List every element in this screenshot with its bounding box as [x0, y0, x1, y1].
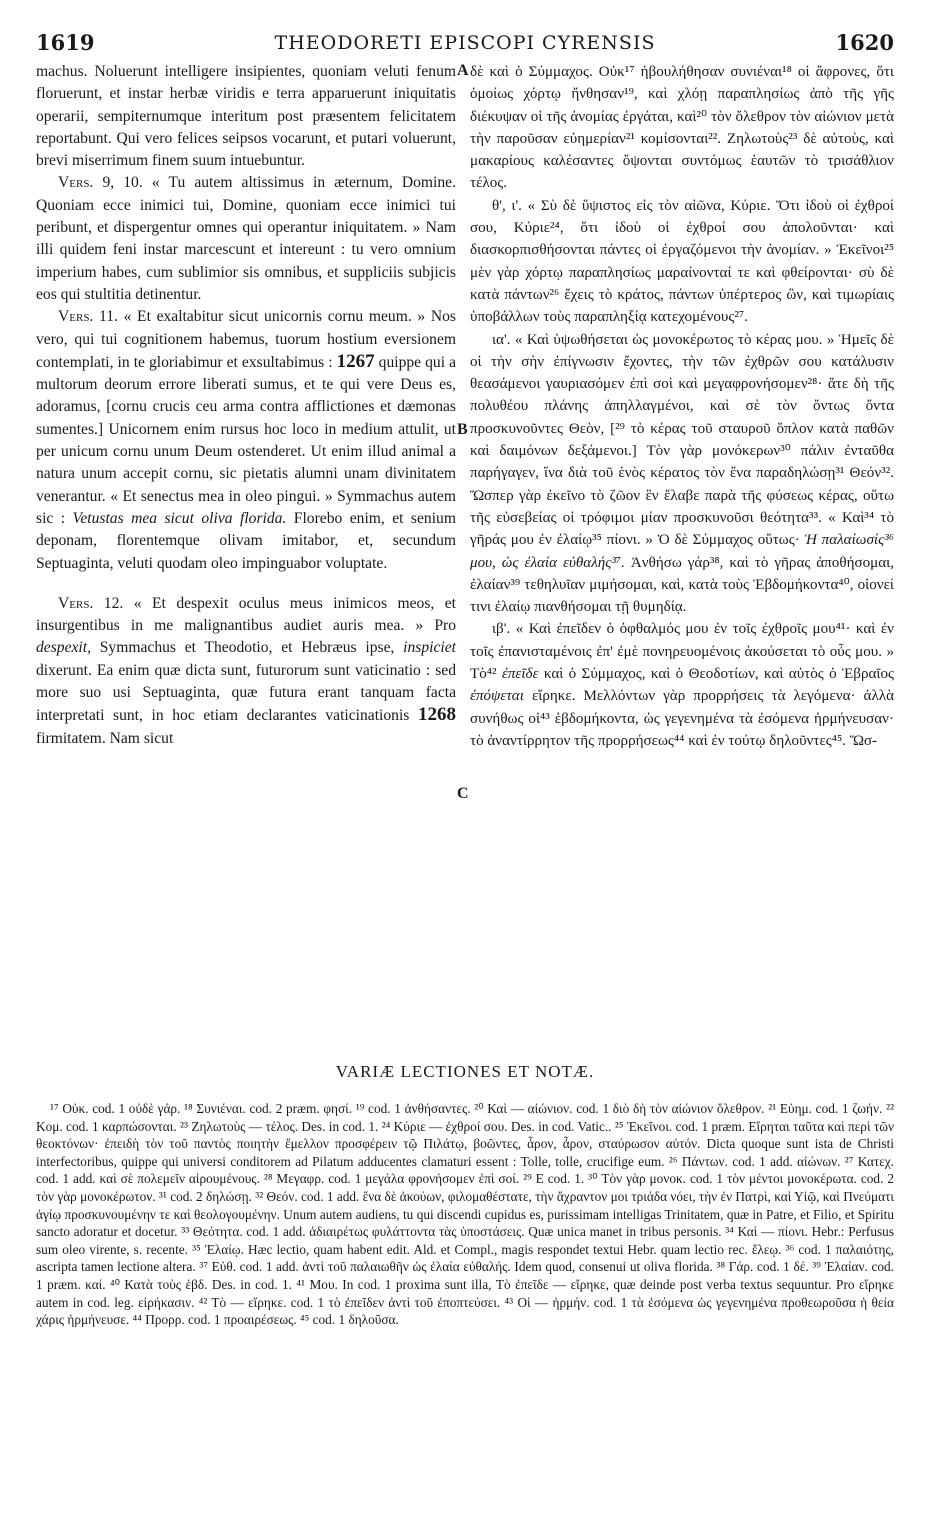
- latin-paragraph-2: [36, 172, 456, 306]
- page-number-left: 1619: [36, 30, 95, 55]
- latin-italic: inspiciet: [403, 639, 456, 657]
- greek-paragraph-3: [470, 329, 894, 619]
- verse-label: θ', ι'.: [492, 197, 522, 214]
- latin-text: Florebo enim, et senium deponam, florentemque olivam imitabor, et, secundum Septuaginta, veluti quodam oleo impinguabor voluptate.: [36, 509, 456, 572]
- latin-text: firmitatem. Nam sicut: [36, 729, 174, 747]
- greek-text: καὶ ὁ Σύμμαχος, καὶ ὁ Θεοδοτίων, καὶ αὐτὸς ὁ Ἑβραῖος: [543, 666, 894, 683]
- verse-label: Vers. 12.: [58, 594, 124, 612]
- column-marker-a: A: [457, 62, 469, 79]
- column-number: 1268: [417, 704, 456, 726]
- greek-text: « Καὶ ὑψωθήσεται ὡς μονοκέρωτος τὸ κέρας μου. » Ἡμεῖς δὲ οἱ τὴν σὴν ἐπίγνωσιν ἔχοντες, τὴν τῶν ἐχθρῶν σου κατάλυσιν θεασάμενοι γαυριασόμεν ἐπὶ σοὶ καὶ μεγαφρονήσομεν²⁸· ἅτε δὴ τῆς πολυθέου πλάνης ἀπηλλαγμένοι, καὶ σὲ τὸν ὄντως ὄντα προσκυνοῦντες Θεὸν, [²⁹ τὸ κέρας τοῦ σταυροῦ ὅπλον κατὰ παθῶν καὶ δαιμόνων δεξάμενοι.] Τὸν γὰρ μονόκερων³⁰ πάλιν ἐνταῦθα παρήγαγεν, ἵνα διὰ τοῦ ἑνὸς κέρατος τὸν ἕνα παραδηλώσῃ³¹ Θεόν³². Ὥσπερ γὰρ ἐκεῖνο τὸ ζῶον ἓν ἔλαβε παρὰ τῆς φύσεως κέρας, οὕτω τῆς εὐσεβείας οἱ τρόφιμοι μίαν προσκυνοῦσι θεότητα³³. « Καὶ³⁴ τὸ γῆράς μου ἐν ἐλαίῳ³⁵ πίονι. » Ὁ δὲ Σύμμαχος οὕτως·: [470, 331, 894, 549]
- verse-label: ια'.: [492, 331, 511, 348]
- latin-paragraph-1: machus. Noluerunt intelligere insipientes, quoniam veluti fenum floruerunt, et instar herbæ viridis e terra apparuerunt iniquitatis operarii, sempiternumque interitum post præsentem felicitatem reportabunt. Qui vero felices seipsos vocarunt, et putari voluerunt, brevi miserrimum finem suum intuebuntur.: [36, 63, 456, 170]
- latin-italic: despexit,: [36, 639, 91, 657]
- page-header: [36, 30, 894, 58]
- latin-text: quippe qui a multorum deorum errore liberati sumus, et te qui vere Deus es, adoramus, [cornu crucis ceu arma contra afflictiones et dæmonas sumentes.] Unicornem enim rursus hoc loco in medium attulit, ut per unicum cornu unum Deum ostenderet. Ut enim illud animal a natura unum accepit cornu, sic pietatis alumni unam divinitatem venerantur. « Et senectus mea in oleo pingui. » Symmachus autem sic :: [36, 353, 456, 527]
- greek-text: « Σὺ δὲ ὕψιστος εἰς τὸν αἰῶνα, Κύριε. Ὅτι ἰδοὺ οἱ ἐχθροί σου, Κύριε²⁴, ὅτι ἰδοὺ οἱ ἐχθροί σου ἀπολοῦνται· καὶ διασκορπισθήσονται πάντες οἱ ἐργαζόμενοι τὴν ἀνομίαν. » Ἐκεῖνοι²⁵ μὲν γὰρ χόρτῳ παραπλησίως μαραίνονταί τε καὶ φθείρονται· σὺ δὲ κατὰ πάντων²⁶ ἔχεις τὸ κράτος, πάντων ὑπέρτερος ὢν, καὶ τιμωρίαις ὑποβάλλων τοὺς παραπληξίᾳ κατεχομένους²⁷.: [470, 197, 894, 326]
- greek-text: εἴρηκε. Μελλόντων γὰρ προρρήσεις τὰ λεγόμενα· ἀλλὰ συνήθως οἱ⁴³ ἑβδομήκοντα, ὡς γεγενημένα τὰ ἐσόμενα ἡρμήνευσαν· τὸ ἀναντίρρητον τῆς προρρήσεως⁴⁴ καὶ ἐν τούτῳ δηλοῦντες⁴⁵. Ὥσ-: [470, 688, 894, 749]
- footnotes-text: ¹⁷ Οὐκ. cod. 1 οὐδὲ γάρ. ¹⁸ Συνιέναι. cod. 2 præm. φησί. ¹⁹ cod. 1 ἀνθήσαντες. ²⁰ Καὶ — αἰώνιον. cod. 1 διὸ δὴ τὸν αἰώνιον ὄλεθρον. ²¹ Εὐημ. cod. 1 ζωήν. ²² Κομ. cod. 1 καρπώσονται. ²³ Ζηλωτοὺς — τέλος. Des. in cod. 1. ²⁴ Κύριε — ἐχθροί σου. Des. in cod. Vatic.. ²⁵ Ἐκεῖνοι. cod. 1 præm. Εἴρηται ταῦτα καὶ περὶ τῶν θεοκτόνων· ἐπειδὴ τὸν τοῦ παντὸς ποιητὴν ἔμελλον προσφέρειν τῷ Πιλάτῳ, βοῶντες, ἆρον, ἆρον, σταύρωσον αὐτόν. Dicta quoque sunt ista de Christi interfectoribus, quippe qui universi conditorem ad Pilatum adducentes clamaturi essent : Tolle, tolle, crucifige eum. ²⁶ Πάντων. cod. 1 add. αἰώνων. ²⁷ Κατεχ. cod. 1 add. καὶ σὲ πολεμεῖν αἱρουμένους. ²⁸ Μεγαφρ. cod. 1 μεγάλα φρονήσομεν ἐπὶ σοί. ²⁹ E cod. 1. ³⁰ Τὸν γὰρ μονοκ. cod. 1 τὸν μέντοι μονοκέρωτα. cod. 2 τὸν γὰρ μονοκέρωτον. ³¹ cod. 2 δηλώσῃ. ³² Θεόν. cod. 1 add. ἕνα δὲ ἀκούων, φιλομαθέστατε, τὴν ἄχραντον μοι τριάδα νόει, τὴν ἐν Πατρὶ, καὶ Υἱῷ, καὶ Πνεύματι ἁγίῳ προσκυνουμένην τε καὶ θεολογουμένην. Unum autem audiens, tu qui discendi cupidus es, purissimam intelligas Trinitatem, quæ in Patre, et Filio, et Spiritu sancto adoratur et docetur. ³³ Θεότητα. cod. 1 add. ἀδιαιρέτως φυλάττοντα τὰς ὑποστάσεις. Quæ unica manet in tribus personis. ³⁴ Καὶ — πίονι. Hebr.: Perfusus sum oleo virente, s. recente. ³⁵ Ἐλαίῳ. Hæc lectio, quam habent edit. Ald. et Compl., magis respondet textui Hebr. quam lectio rec. ἔλεῳ. ³⁶ cod. 1 παλαιότης, ascripta tamen lectione altera. ³⁷ Εὐθ. cod. 1 add. ἀντὶ τοῦ παλαιωθῆν ὡς ἐλαία εὐθαλής. Idem quod, consenui ut oliva florida. ³⁸ Γάρ. cod. 1 δέ. ³⁹ Ἐλαίαν. cod. 1 præm. καί. ⁴⁰ Κατὰ τοὺς ἑβδ. Des. in cod. 1. ⁴¹ Μου. In cod. 1 proxima sunt illa, Τὸ ἐπεῖδε — εἴρηκε, quæ deinde post verba textus sequuntur. Pro εἴρηκε autem in cod. leg. εἰρήκασιν. ⁴² Τὸ — εἴρηκε. cod. 1 τὸ ἐπεῖδεν ἀντὶ τοῦ ἐποπτεύσει. ⁴³ Οἱ — ἡρμήν. cod. 1 τὰ ἐσόμενα ὡς γεγενημένα προθεωροῦσα ἡ θεία χάρις ἡρμήνευσε. ⁴⁴ Προρρ. cod. 1 προαιρέσεως. ⁴⁵ cod. 1 δηλοῦσα.: [36, 1101, 894, 1328]
- latin-text: « Tu autem altissimus in æternum, Domine. Quoniam ecce inimici tui, Domine, quoniam ecce inimici tui peribunt, et dispergentur omnes qui operantur iniquitatem. » Nam illi quidem feni instar marcescunt et intereunt : tu vero omnium imperium habes, cum sublimior sis omnibus, et suppliciis subjicis eos qui stultitia detinentur.: [36, 174, 456, 303]
- column-number: 1267: [336, 350, 375, 372]
- greek-italic: ἐπόψεται: [470, 688, 524, 705]
- latin-text: « Et exaltabitur sicut unicornis cornu meum. » Nos vero, qui tui cognitionem habemus, tuorum hostium eversionem contemplati, in te gloriabimur et exsultabimus :: [36, 308, 457, 371]
- footnotes: [36, 1100, 894, 1329]
- greek-italic: ἐπεῖδε: [501, 666, 539, 683]
- column-marker-c: C: [457, 785, 469, 802]
- latin-paragraph-3: [36, 306, 456, 575]
- greek-text: Ἀνθήσω γάρ³⁸, καὶ τὸ γῆρας ἀποθήσομαι, ἐλαίαν³⁹ τεθηλυῖαν μιμήσομαι, καὶ, κατὰ τοὺς Ἑβδομήκοντα⁴⁰, οἱονεί τινι ἐλαίῳ πιανθήσομαι τῇ θυμηδίᾳ.: [470, 554, 894, 616]
- running-title: THEODORETI EPISCOPI CYRENSIS: [274, 32, 656, 54]
- latin-text: « Et despexit oculus meus inimicos meos, et insurgentibus in me malignantibus audiet auris mea. » Pro: [36, 594, 456, 635]
- column-marker-b: B: [457, 421, 468, 438]
- verse-label: Vers. 9, 10.: [58, 174, 143, 192]
- latin-column: [36, 61, 456, 750]
- greek-paragraph-2: [470, 195, 894, 329]
- latin-text: Symmachus et Theodotio, et Hebræus ipse,: [99, 639, 395, 657]
- greek-column: [470, 61, 894, 752]
- latin-paragraph-4: [36, 593, 456, 750]
- greek-text: « Καὶ ἐπεῖδεν ὁ ὀφθαλμός μου ἐν τοῖς ἐχθροῖς μου⁴¹· καὶ ἐν τοῖς ἐπανισταμένοις ἐπ' ἐμὲ πονηρευομένοις ἀκούσεται τὸ οὖς μου. » Τὸ⁴²: [470, 621, 894, 683]
- greek-italic: Ἡ παλαίωσίς³⁶ μου, ὡς ἐλαία εὐθαλής³⁷.: [470, 532, 894, 571]
- greek-paragraph-1: δὲ καὶ ὁ Σύμμαχος. Οὐκ¹⁷ ἠβουλήθησαν συνιέναι¹⁸ οἱ ἄφρονες, ὅτι ὁμοίως χόρτῳ ἤνθησαν¹⁹, καὶ χλόῃ παραπλησίως ἀπὸ τῆς γῆς διέκυψαν οἱ τῆς ἀνομίας ἐργάται, καὶ²⁰ τὸν ὄλεθρον τὸν αἰώνιον μετὰ τὴν παροῦσαν εὐημερίαν²¹ κομίσονται²². Ζηλωτοὺς²³ δὲ αὐτοὺς, καὶ μακαρίους καλέσαντες ὄψονται συντόμως ἑαυτῶν τὸ τρισάθλιον τέλος.: [470, 64, 894, 192]
- notes-heading: VARIÆ LECTIONES ET NOTÆ.: [335, 1062, 595, 1081]
- page-number-right: 1620: [835, 30, 894, 55]
- verse-label: ιβ'.: [492, 621, 511, 638]
- latin-text: dixerunt. Ea enim quæ dicta sunt, futurorum sunt vaticinatio : sed more suo usi Septuaginta, quæ futura erant tanquam facta interpretati sunt, in hoc etiam declarantes vaticinationis: [36, 661, 456, 725]
- verse-label: Vers. 11.: [58, 308, 118, 326]
- greek-paragraph-4: [470, 618, 894, 752]
- latin-italic: Vetustas mea sicut oliva florida.: [72, 509, 287, 527]
